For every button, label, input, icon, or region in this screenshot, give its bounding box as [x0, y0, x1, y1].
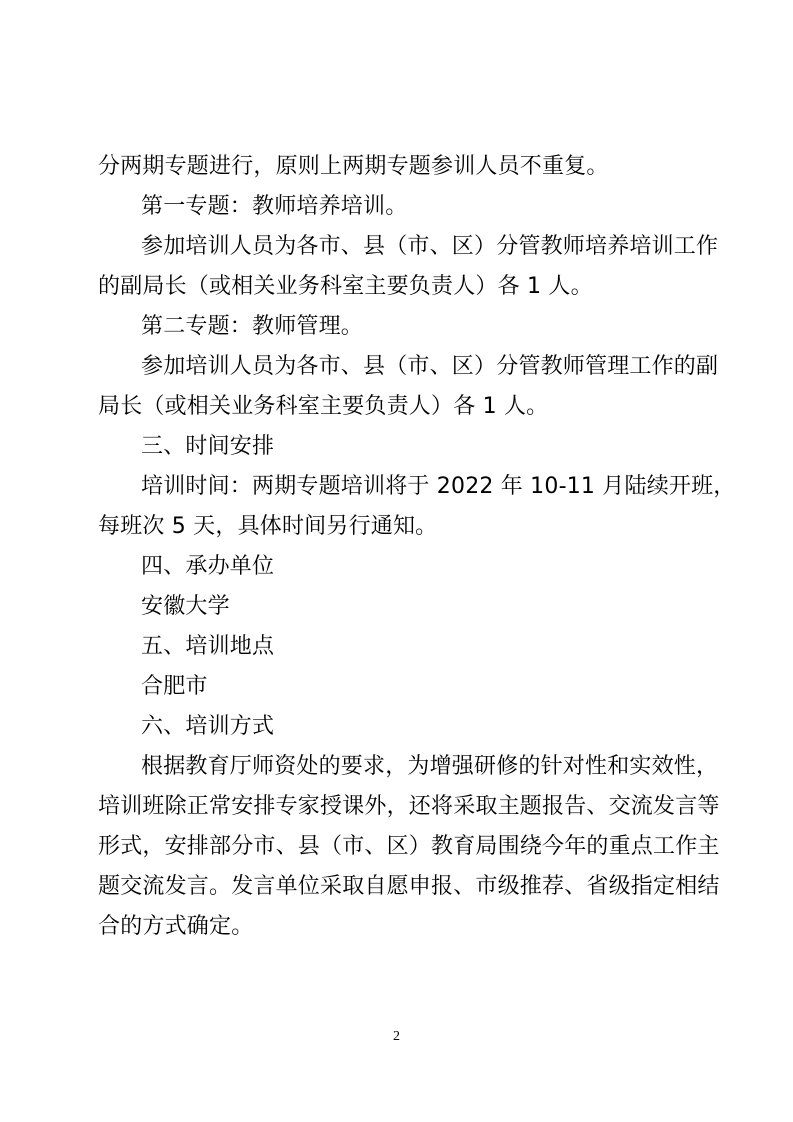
- paragraph-line: 根据教育厅师资处的要求，为增强研修的针对性和实效性，: [141, 754, 719, 779]
- page-number: 2: [393, 1029, 400, 1044]
- paragraph-line: 的副局长（或相关业务科室主要负责人）各 1 人。: [98, 274, 593, 299]
- paragraph-line: 局长（或相关业务科室主要负责人）各 1 人。: [98, 394, 549, 419]
- section-heading: 三、时间安排: [141, 434, 275, 459]
- paragraph-line: 题交流发言。发言单位采取自愿申报、市级推荐、省级指定相结: [98, 874, 720, 899]
- paragraph-line: 形式，安排部分市、县（市、区）教育局围绕今年的重点工作主: [98, 834, 720, 859]
- paragraph-line: 合的方式确定。: [98, 914, 254, 939]
- section-heading: 六、培训方式: [141, 714, 275, 739]
- section-heading: 四、承办单位: [141, 554, 275, 579]
- paragraph-line: 培训时间：两期专题培训将于 2022 年 10-11 月陆续开班，: [141, 474, 736, 499]
- section-subheading: 第二专题：教师管理。: [141, 314, 364, 339]
- paragraph-line: 培训班除正常安排专家授课外，还将采取主题报告、交流发言等: [98, 794, 720, 819]
- paragraph-line: 每班次 5 天，具体时间另行通知。: [98, 514, 438, 539]
- paragraph-line: 分两期专题进行，原则上两期专题参训人员不重复。: [98, 154, 609, 179]
- section-heading: 五、培训地点: [141, 634, 275, 659]
- paragraph-line: 合肥市: [141, 674, 208, 699]
- paragraph-line: 安徽大学: [141, 594, 230, 619]
- paragraph-line: 参加培训人员为各市、县（市、区）分管教师培养培训工作: [141, 234, 719, 259]
- section-subheading: 第一专题：教师培养培训。: [141, 194, 408, 219]
- paragraph-line: 参加培训人员为各市、县（市、区）分管教师管理工作的副: [141, 354, 719, 379]
